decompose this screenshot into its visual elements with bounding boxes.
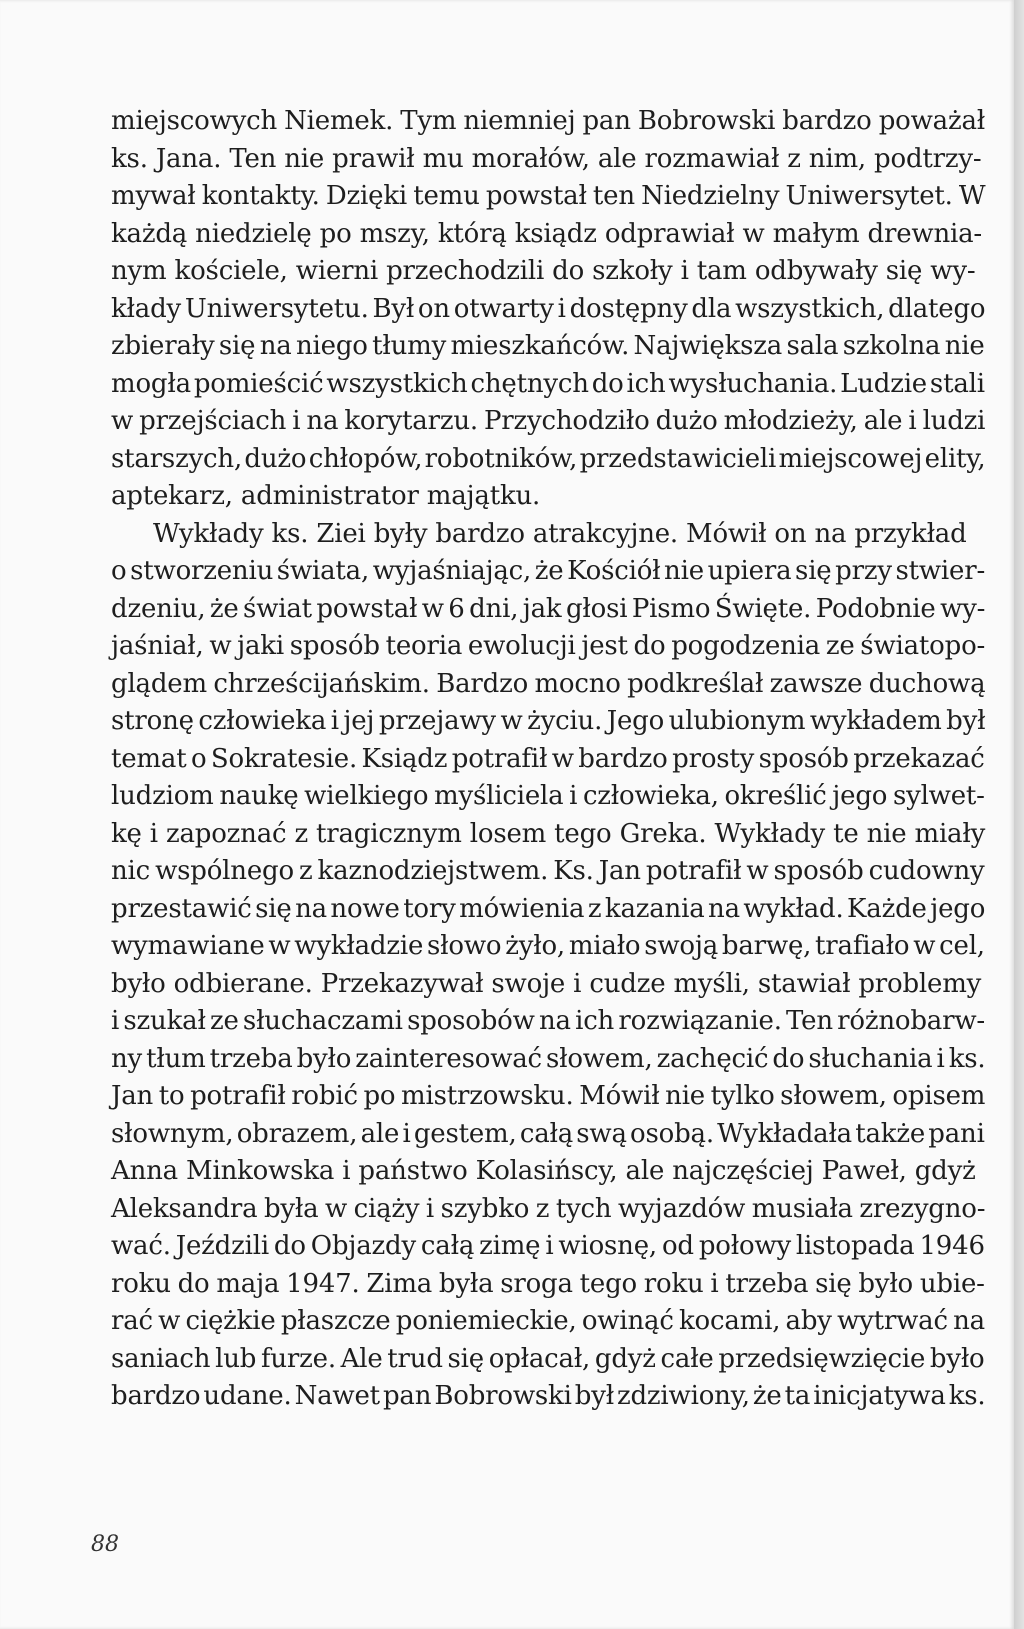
text-line: dzeniu, że świat powstał w 6 dni, jak głosi Pismo Święte. Podobnie wy-	[111, 593, 986, 624]
text-line: Anna Minkowska i państwo Kolasińscy, ale najczęściej Paweł, gdyż	[111, 1156, 976, 1186]
page-edge	[1014, 0, 1024, 1629]
text-line: kłady Uniwersytetu. Był on otwarty i dostępny dla wszystkich, dlatego	[111, 293, 986, 324]
text-line: ny tłum trzeba było zainteresować słowem, zachęcić do słuchania i ks.	[111, 1043, 986, 1074]
text-line: zbierały się na niego tłumy mieszkańców. Największa sala szkolna nie	[111, 331, 985, 361]
text-line: nym kościele, wierni przechodzili do szkoły i tam odbywały się wy-	[111, 256, 976, 286]
text-line: saniach lub furze. Ale trud się opłacał, gdyż całe przedsięwzięcie było	[111, 1343, 985, 1374]
page-number: 88	[91, 1532, 119, 1557]
text-line: jaśniał, w jaki sposób teoria ewolucji jest do pogodzenia ze światopo-	[111, 631, 986, 661]
text-line: mywał kontakty. Dzięki temu powstał ten Niedzielny Uniwersytet. W	[111, 181, 986, 211]
text-line: w przejściach i na korytarzu. Przychodziło dużo młodzieży, ale i ludzi	[111, 406, 986, 436]
text-line: kę i zapoznać z tragicznym losem tego Greka. Wykłady te nie miały	[111, 818, 986, 849]
text-line: roku do maja 1947. Zima była sroga tego roku i trzeba się było ubie-	[111, 1268, 985, 1299]
text-line: stronę człowieka i jej przejawy w życiu. Jego ulubionym wykładem był	[111, 706, 986, 736]
text-line: wymawiane w wykładzie słowo żyło, miało swoją barwę, trafiało w cel,	[111, 931, 985, 961]
text-line: rać w ciężkie płaszcze poniemieckie, owinąć kocami, aby wytrwać na	[111, 1306, 985, 1336]
text-line: aptekarz, administrator majątku.	[111, 481, 541, 511]
text-line: ks. Jana. Ten nie prawił mu morałów, ale rozmawiał z nim, podtrzy-	[111, 143, 982, 174]
text-line: Aleksandra była w ciąży i szybko z tych wyjazdów musiała zrezygno-	[111, 1193, 986, 1224]
text-line: wać. Jeździli do Objazdy całą zimę i wiosnę, od połowy listopada 1946	[111, 1231, 985, 1261]
text-line: glądem chrześcijańskim. Bardzo mocno podkreślał zawsze duchową	[111, 668, 986, 699]
text-line: starszych, dużo chłopów, robotników, przedstawicieli miejscowej elity,	[111, 443, 986, 474]
text-line: nic wspólnego z kaznodziejstwem. Ks. Jan potrafił w sposób cudowny	[111, 856, 985, 886]
text-line: temat o Sokratesie. Ksiądz potrafił w bardzo prosty sposób przekazać	[111, 743, 985, 774]
text-line: Wykłady ks. Ziei były bardzo atrakcyjne. Mówił on na przykład	[153, 518, 967, 549]
text-line: Jan to potrafił robić po mistrzowsku. Mówił nie tylko słowem, opisem	[111, 1081, 986, 1111]
text-line: przestawić się na nowe tory mówienia z kazania na wykład. Każde jego	[111, 893, 986, 924]
text-line: było odbierane. Przekazywał swoje i cudze myśli, stawiał problemy	[111, 968, 982, 999]
text-line: i szukał ze słuchaczami sposobów na ich rozwiązanie. Ten różnobarw-	[111, 1006, 985, 1036]
text-line: mogła pomieścić wszystkich chętnych do ich wysłuchania. Ludzie stali	[111, 368, 985, 399]
text-line: o stworzeniu świata, wyjaśniając, że Kościół nie upiera się przy stwier-	[111, 556, 986, 586]
text-line: każdą niedzielę po mszy, którą ksiądz odprawiał w małym drewnia-	[111, 218, 983, 249]
body-text	[111, 103, 985, 1416]
text-line: bardzo udane. Nawet pan Bobrowski był zdziwiony, że ta inicjatywa ks.	[111, 1381, 986, 1411]
text-line: ludziom naukę wielkiego myśliciela i człowieka, określić jego sylwet-	[111, 781, 985, 811]
text-line: miejscowych Niemek. Tym niemniej pan Bobrowski bardzo poważał	[111, 106, 985, 136]
text-line: słownym, obrazem, ale i gestem, całą swą osobą. Wykładała także pani	[111, 1118, 985, 1149]
